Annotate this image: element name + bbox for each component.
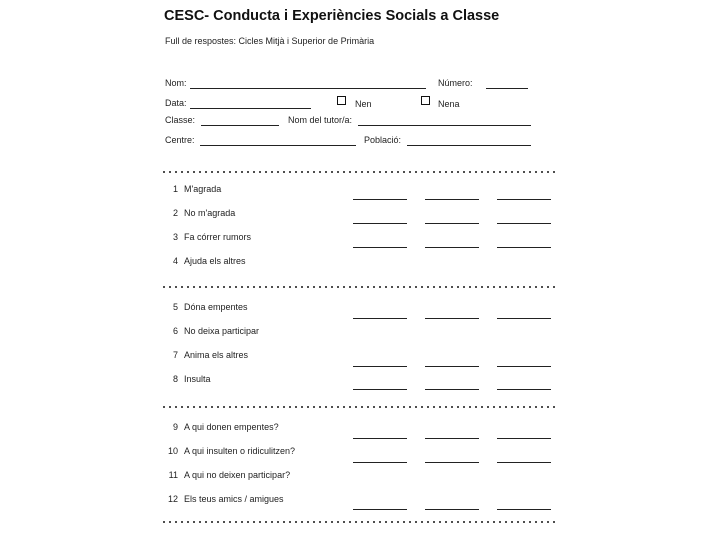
answer-line[interactable]: [425, 509, 479, 510]
answer-line[interactable]: [497, 462, 551, 463]
nen-checkbox[interactable]: [337, 96, 346, 105]
answer-line[interactable]: [425, 199, 479, 200]
answer-line[interactable]: [353, 247, 407, 248]
answer-line[interactable]: [497, 247, 551, 248]
question-number: 3: [172, 232, 178, 242]
question-number: 8: [172, 374, 178, 384]
answer-line[interactable]: [353, 389, 407, 390]
answer-line[interactable]: [425, 389, 479, 390]
question-text: No m'agrada: [184, 208, 236, 218]
answer-line[interactable]: [425, 366, 479, 367]
question-text: Anima els altres: [184, 350, 249, 360]
answer-line[interactable]: [497, 366, 551, 367]
numero-field[interactable]: [486, 88, 528, 89]
answer-line[interactable]: [425, 462, 479, 463]
question-number: 6: [172, 326, 178, 336]
star-separator: [161, 520, 557, 524]
nena-checkbox[interactable]: [421, 96, 430, 105]
data-label: Data:: [165, 98, 187, 108]
classe-field[interactable]: [201, 125, 279, 126]
question-text: Dóna empentes: [184, 302, 248, 312]
question-text: A qui no deixen participar?: [184, 470, 291, 480]
data-field[interactable]: [190, 108, 311, 109]
numero-label: Número:: [438, 78, 473, 88]
nom-label: Nom:: [165, 78, 187, 88]
answer-line[interactable]: [353, 462, 407, 463]
answer-line[interactable]: [353, 199, 407, 200]
question-text: Insulta: [184, 374, 211, 384]
form-title: CESC- Conducta i Experiències Socials a Classe: [164, 8, 500, 24]
answer-line[interactable]: [353, 366, 407, 367]
question-text: No deixa participar: [184, 326, 260, 336]
question-text: Ajuda els altres: [184, 256, 246, 266]
question-text: A qui insulten o ridiculitzen?: [184, 446, 296, 456]
tutor-field[interactable]: [358, 125, 531, 126]
question-number: 9: [172, 422, 178, 432]
question-text: M'agrada: [184, 184, 222, 194]
question-number: 12: [167, 494, 178, 504]
form-subtitle: Full de respostes: Cicles Mitjà i Superior de Primària: [165, 36, 375, 46]
answer-line[interactable]: [497, 223, 551, 224]
poblacio-field[interactable]: [407, 145, 531, 146]
star-separator: [161, 405, 557, 409]
centre-label: Centre:: [165, 135, 195, 145]
answer-line[interactable]: [425, 318, 479, 319]
star-separator: [161, 170, 557, 174]
star-separator: [161, 285, 557, 289]
question-number: 4: [172, 256, 178, 266]
answer-line[interactable]: [497, 199, 551, 200]
question-text: Els teus amics / amigues: [184, 494, 284, 504]
question-number: 2: [172, 208, 178, 218]
answer-line[interactable]: [353, 509, 407, 510]
classe-label: Classe:: [165, 115, 196, 125]
question-number: 5: [172, 302, 178, 312]
answer-line[interactable]: [353, 223, 407, 224]
nom-field[interactable]: [190, 88, 426, 89]
poblacio-label: Població:: [364, 135, 402, 145]
answer-line[interactable]: [497, 509, 551, 510]
question-text: A qui donen empentes?: [184, 422, 279, 432]
centre-field[interactable]: [200, 145, 356, 146]
answer-line[interactable]: [497, 389, 551, 390]
answer-line[interactable]: [497, 438, 551, 439]
nen-label: Nen: [355, 99, 372, 109]
answer-line[interactable]: [425, 223, 479, 224]
question-number: 10: [167, 446, 178, 456]
answer-line[interactable]: [425, 247, 479, 248]
question-text: Fa córrer rumors: [184, 232, 252, 242]
question-number: 1: [172, 184, 178, 194]
answer-line[interactable]: [425, 438, 479, 439]
answer-line[interactable]: [353, 438, 407, 439]
answer-line[interactable]: [497, 318, 551, 319]
question-number: 7: [172, 350, 178, 360]
tutor-label: Nom del tutor/a:: [288, 115, 353, 125]
nena-label: Nena: [438, 99, 460, 109]
question-number: 11: [168, 470, 178, 480]
answer-line[interactable]: [353, 318, 407, 319]
